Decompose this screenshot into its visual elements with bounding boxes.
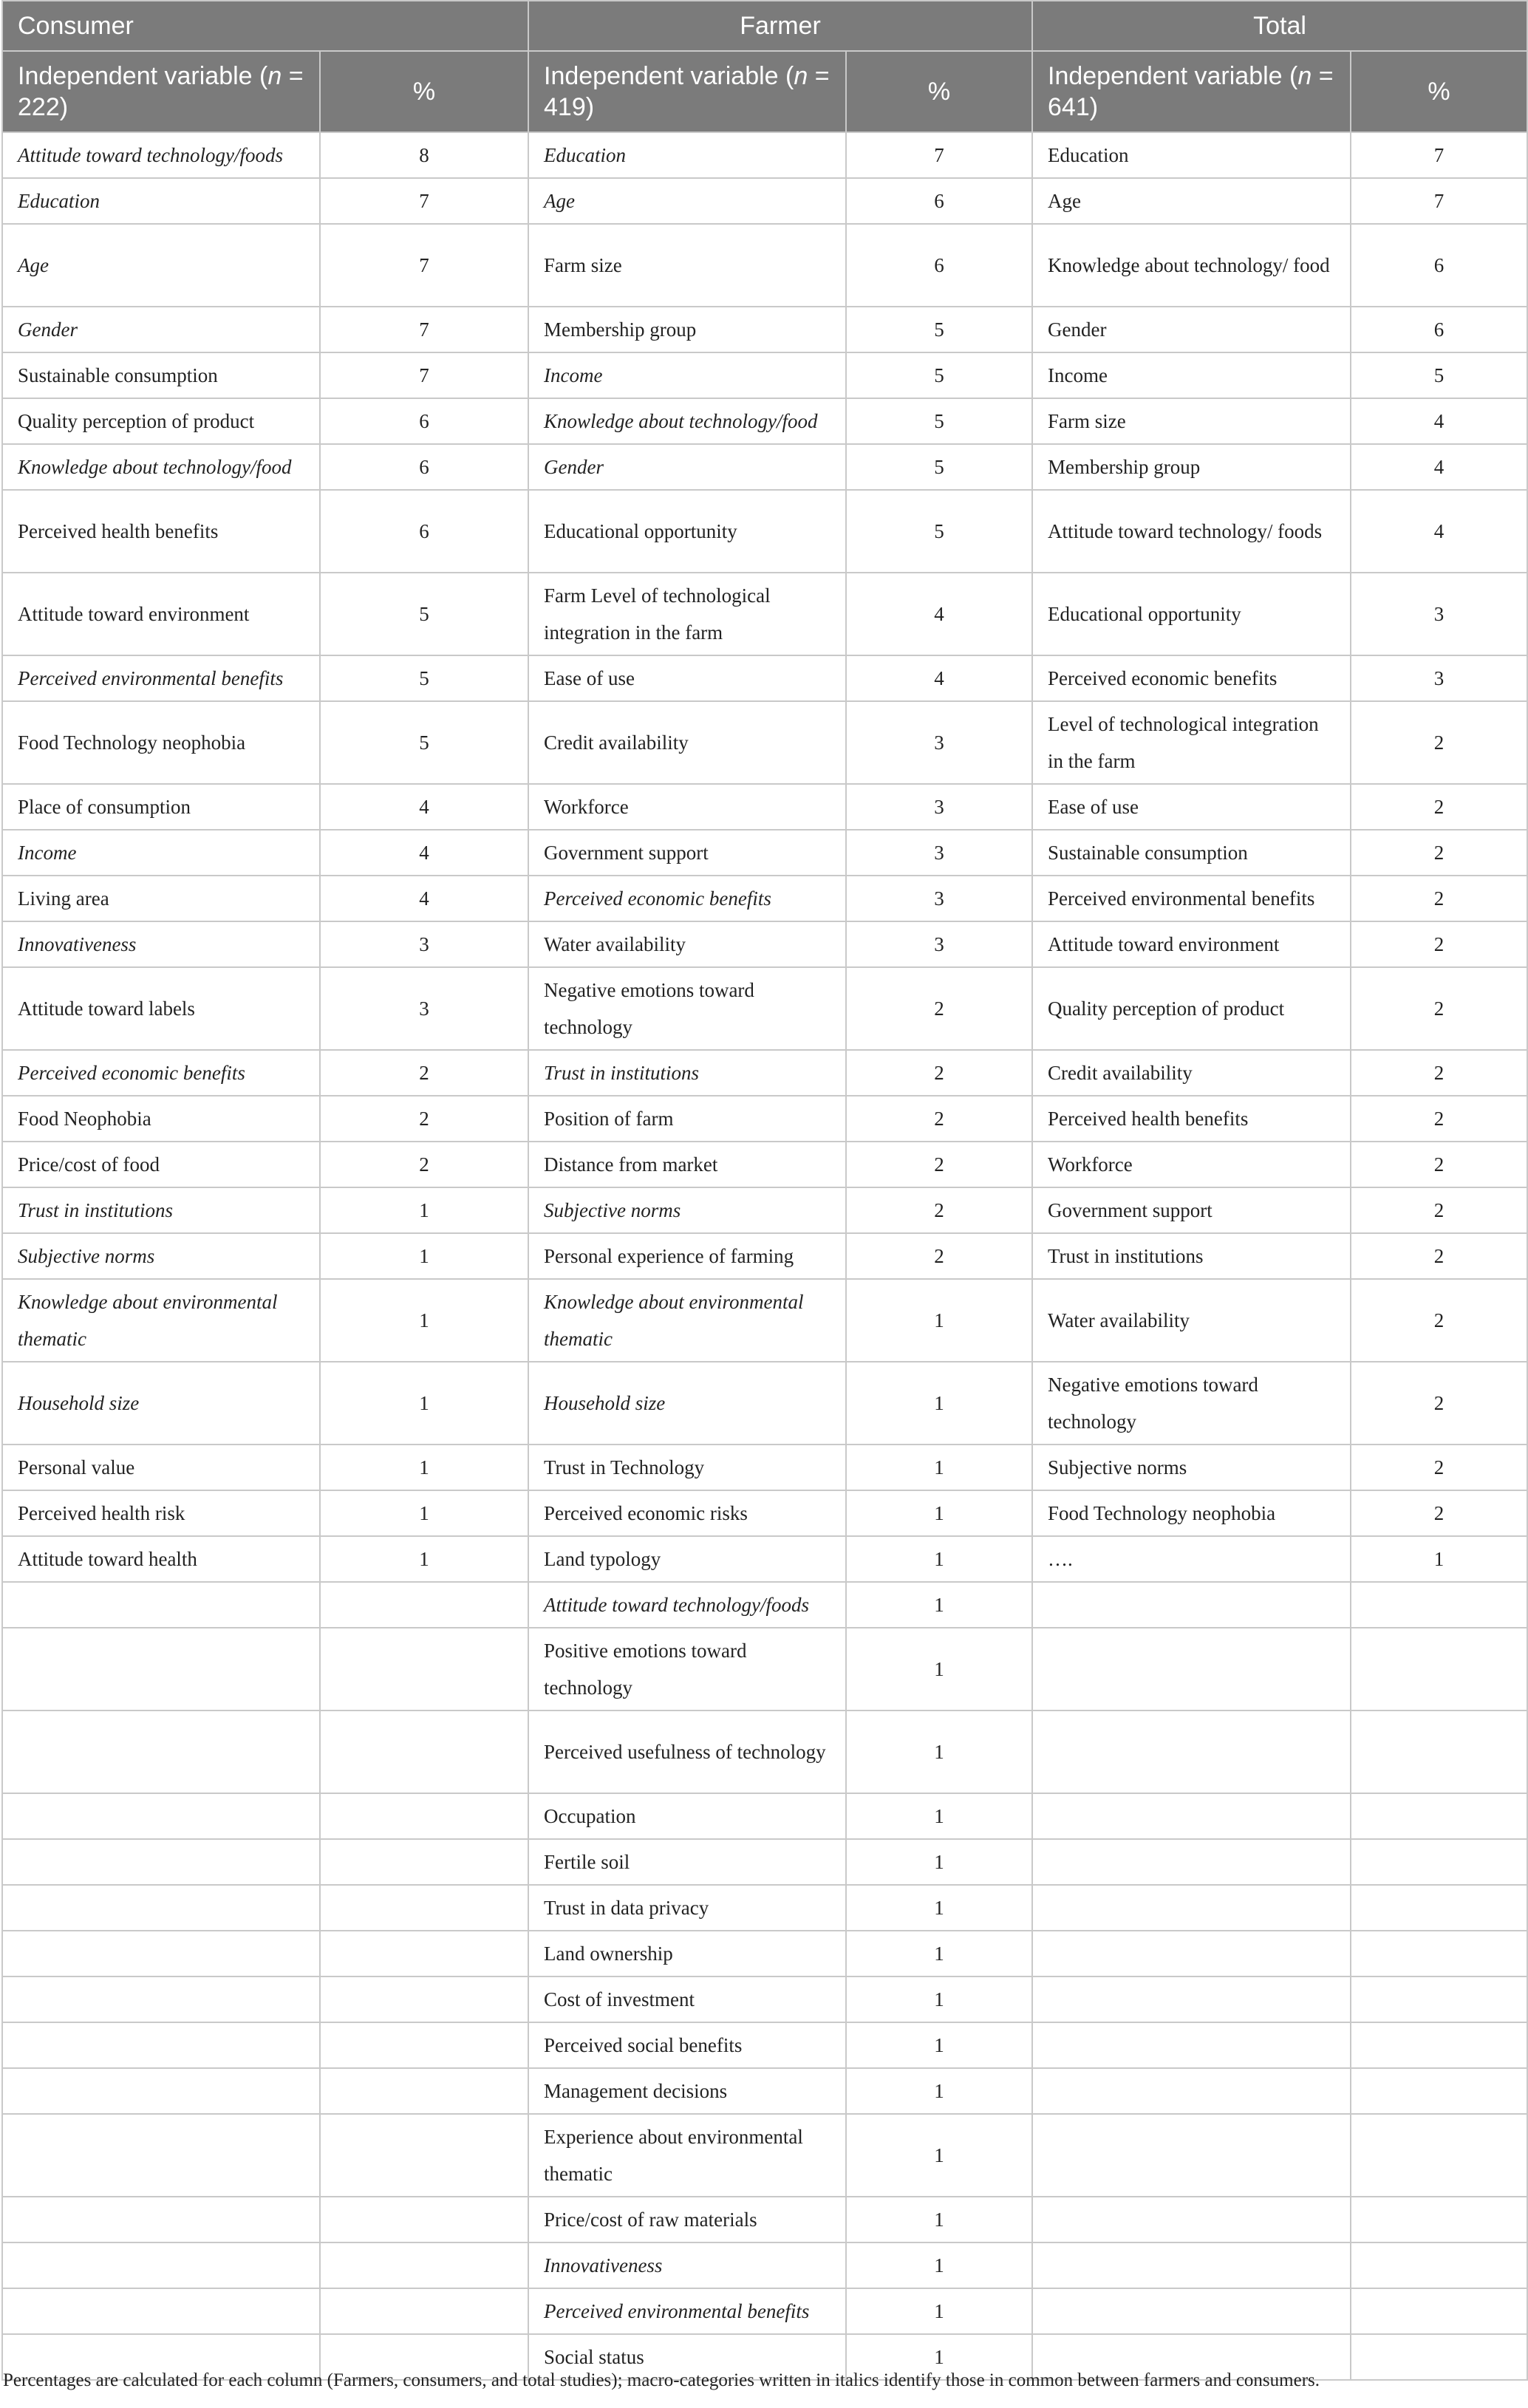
table-row: [2, 876, 1527, 921]
total-percent-cell: 2: [1351, 967, 1527, 1050]
variables-table: [1, 0, 1528, 2381]
table-row: [2, 701, 1527, 784]
farmer-percent-cell: 1: [846, 1628, 1032, 1711]
consumer-variable-cell: Innovativeness: [2, 921, 320, 967]
consumer-variable-cell: Subjective norms: [2, 1233, 320, 1279]
total-variable-cell: Government support: [1032, 1187, 1351, 1233]
total-percent-cell: 6: [1351, 307, 1527, 352]
total-percent-cell: [1351, 2242, 1527, 2288]
consumer-variable-cell: Knowledge about environmental thematic: [2, 1279, 320, 1362]
total-variable-cell: Water availability: [1032, 1279, 1351, 1362]
table-row: [2, 1279, 1527, 1362]
consumer-variable-cell: [2, 2022, 320, 2068]
consumer-percent-cell: 7: [320, 224, 528, 307]
farmer-percent-cell: 1: [846, 1931, 1032, 1976]
farmer-variable-cell: Perceived environmental benefits: [528, 2288, 846, 2334]
table-row: [2, 1050, 1527, 1096]
consumer-percent-cell: [320, 1793, 528, 1839]
subheader-consumer-variable: Independent variable (n = 222): [2, 51, 320, 132]
table-row: [2, 967, 1527, 1050]
table-row: [2, 1362, 1527, 1445]
total-percent-cell: [1351, 1628, 1527, 1711]
consumer-percent-cell: 2: [320, 1096, 528, 1142]
total-variable-cell: [1032, 2022, 1351, 2068]
total-variable-cell: [1032, 1793, 1351, 1839]
table-row: [2, 573, 1527, 655]
farmer-percent-cell: 4: [846, 573, 1032, 655]
consumer-variable-cell: Food Technology neophobia: [2, 701, 320, 784]
consumer-variable-cell: Food Neophobia: [2, 1096, 320, 1142]
total-percent-cell: [1351, 1839, 1527, 1885]
consumer-percent-cell: [320, 1711, 528, 1793]
total-percent-cell: 2: [1351, 830, 1527, 876]
table-row: [2, 1445, 1527, 1490]
consumer-percent-cell: 1: [320, 1279, 528, 1362]
consumer-percent-cell: 5: [320, 573, 528, 655]
farmer-variable-cell: Perceived economic benefits: [528, 876, 846, 921]
farmer-percent-cell: 5: [846, 307, 1032, 352]
total-variable-cell: Education: [1032, 132, 1351, 178]
table-row: [2, 1885, 1527, 1931]
total-variable-cell: Quality perception of product: [1032, 967, 1351, 1050]
consumer-percent-cell: 2: [320, 1050, 528, 1096]
farmer-percent-cell: 1: [846, 1536, 1032, 1582]
subheader-total-percent: %: [1351, 51, 1527, 132]
table-row: [2, 2197, 1527, 2242]
consumer-percent-cell: 1: [320, 1536, 528, 1582]
table-row: [2, 1490, 1527, 1536]
table-row: [2, 1976, 1527, 2022]
farmer-variable-cell: Experience about environmental thematic: [528, 2114, 846, 2197]
total-variable-cell: [1032, 2197, 1351, 2242]
consumer-percent-cell: [320, 1628, 528, 1711]
table-row: [2, 444, 1527, 490]
table-row: [2, 1931, 1527, 1976]
farmer-percent-cell: 1: [846, 2197, 1032, 2242]
farmer-variable-cell: Educational opportunity: [528, 490, 846, 573]
total-variable-cell: [1032, 2114, 1351, 2197]
farmer-variable-cell: Negative emotions toward technology: [528, 967, 846, 1050]
total-variable-cell: Perceived health benefits: [1032, 1096, 1351, 1142]
farmer-variable-cell: Occupation: [528, 1793, 846, 1839]
farmer-percent-cell: 1: [846, 1582, 1032, 1628]
farmer-percent-cell: 2: [846, 1050, 1032, 1096]
farmer-percent-cell: 3: [846, 876, 1032, 921]
farmer-percent-cell: 7: [846, 132, 1032, 178]
consumer-percent-cell: [320, 2288, 528, 2334]
total-percent-cell: [1351, 1885, 1527, 1931]
total-percent-cell: 2: [1351, 1142, 1527, 1187]
consumer-variable-cell: Perceived health risk: [2, 1490, 320, 1536]
consumer-percent-cell: 1: [320, 1445, 528, 1490]
farmer-variable-cell: Age: [528, 178, 846, 224]
consumer-variable-cell: Age: [2, 224, 320, 307]
farmer-percent-cell: 5: [846, 490, 1032, 573]
total-variable-cell: [1032, 2068, 1351, 2114]
farmer-variable-cell: Position of farm: [528, 1096, 846, 1142]
consumer-variable-cell: [2, 2068, 320, 2114]
consumer-percent-cell: 6: [320, 398, 528, 444]
farmer-variable-cell: Perceived usefulness of technology: [528, 1711, 846, 1793]
farmer-variable-cell: Workforce: [528, 784, 846, 830]
total-variable-cell: Age: [1032, 178, 1351, 224]
table-row: [2, 1793, 1527, 1839]
farmer-variable-cell: Credit availability: [528, 701, 846, 784]
consumer-percent-cell: 3: [320, 967, 528, 1050]
consumer-percent-cell: 6: [320, 490, 528, 573]
consumer-variable-cell: Perceived environmental benefits: [2, 655, 320, 701]
farmer-percent-cell: 1: [846, 2288, 1032, 2334]
farmer-variable-cell: Knowledge about environmental thematic: [528, 1279, 846, 1362]
farmer-variable-cell: Subjective norms: [528, 1187, 846, 1233]
table-header: [2, 1, 1527, 132]
table-row: [2, 2242, 1527, 2288]
farmer-percent-cell: 1: [846, 1279, 1032, 1362]
consumer-variable-cell: Knowledge about technology/food: [2, 444, 320, 490]
farmer-variable-cell: Household size: [528, 1362, 846, 1445]
total-variable-cell: Farm size: [1032, 398, 1351, 444]
farmer-variable-cell: Income: [528, 352, 846, 398]
farmer-variable-cell: Perceived social benefits: [528, 2022, 846, 2068]
total-percent-cell: [1351, 2022, 1527, 2068]
farmer-variable-cell: Membership group: [528, 307, 846, 352]
farmer-variable-cell: Innovativeness: [528, 2242, 846, 2288]
consumer-percent-cell: [320, 2242, 528, 2288]
consumer-percent-cell: 1: [320, 1490, 528, 1536]
total-percent-cell: 7: [1351, 132, 1527, 178]
consumer-variable-cell: [2, 1628, 320, 1711]
total-percent-cell: [1351, 1711, 1527, 1793]
consumer-variable-cell: [2, 1839, 320, 1885]
group-header-consumer: Consumer: [2, 1, 528, 51]
total-percent-cell: 2: [1351, 784, 1527, 830]
table-row: [2, 178, 1527, 224]
consumer-variable-cell: [2, 1793, 320, 1839]
farmer-percent-cell: 2: [846, 1187, 1032, 1233]
table-row: [2, 1096, 1527, 1142]
farmer-percent-cell: 1: [846, 1793, 1032, 1839]
total-variable-cell: [1032, 1885, 1351, 1931]
total-percent-cell: 2: [1351, 1445, 1527, 1490]
group-header-row: [2, 1, 1527, 51]
consumer-variable-cell: Attitude toward labels: [2, 967, 320, 1050]
farmer-percent-cell: 1: [846, 2242, 1032, 2288]
total-variable-cell: Trust in institutions: [1032, 1233, 1351, 1279]
total-percent-cell: [1351, 1793, 1527, 1839]
total-percent-cell: 2: [1351, 701, 1527, 784]
total-percent-cell: [1351, 1931, 1527, 1976]
farmer-percent-cell: 1: [846, 1711, 1032, 1793]
total-variable-cell: Ease of use: [1032, 784, 1351, 830]
table-row: [2, 307, 1527, 352]
consumer-variable-cell: Living area: [2, 876, 320, 921]
farmer-variable-cell: Education: [528, 132, 846, 178]
consumer-percent-cell: 4: [320, 830, 528, 876]
farmer-percent-cell: 1: [846, 1445, 1032, 1490]
total-variable-cell: Perceived environmental benefits: [1032, 876, 1351, 921]
subheader-farmer-percent: %: [846, 51, 1032, 132]
consumer-variable-cell: Sustainable consumption: [2, 352, 320, 398]
consumer-variable-cell: Quality perception of product: [2, 398, 320, 444]
farmer-variable-cell: Social status: [528, 2334, 846, 2380]
farmer-variable-cell: Trust in Technology: [528, 1445, 846, 1490]
sub-header-row: [2, 51, 1527, 132]
total-percent-cell: 2: [1351, 1233, 1527, 1279]
total-variable-cell: Income: [1032, 352, 1351, 398]
farmer-variable-cell: Farm Level of technological integration in the farm: [528, 573, 846, 655]
table-row: [2, 2068, 1527, 2114]
farmer-variable-cell: Land typology: [528, 1536, 846, 1582]
consumer-percent-cell: 3: [320, 921, 528, 967]
total-variable-cell: Educational opportunity: [1032, 573, 1351, 655]
total-variable-cell: [1032, 1839, 1351, 1885]
consumer-variable-cell: Place of consumption: [2, 784, 320, 830]
table-body: [2, 132, 1527, 2380]
farmer-percent-cell: 3: [846, 830, 1032, 876]
total-percent-cell: 2: [1351, 1362, 1527, 1445]
consumer-variable-cell: [2, 1885, 320, 1931]
farmer-variable-cell: Price/cost of raw materials: [528, 2197, 846, 2242]
consumer-variable-cell: [2, 2288, 320, 2334]
total-variable-cell: ….: [1032, 1536, 1351, 1582]
farmer-variable-cell: Fertile soil: [528, 1839, 846, 1885]
subheader-total-variable: Independent variable (n = 641): [1032, 51, 1351, 132]
total-variable-cell: Credit availability: [1032, 1050, 1351, 1096]
consumer-percent-cell: 7: [320, 307, 528, 352]
consumer-percent-cell: 7: [320, 352, 528, 398]
farmer-percent-cell: 1: [846, 1839, 1032, 1885]
total-percent-cell: 2: [1351, 921, 1527, 967]
total-percent-cell: 2: [1351, 1096, 1527, 1142]
table-row: [2, 398, 1527, 444]
consumer-percent-cell: 7: [320, 178, 528, 224]
farmer-variable-cell: Positive emotions toward technology: [528, 1628, 846, 1711]
total-percent-cell: 2: [1351, 1187, 1527, 1233]
total-variable-cell: Membership group: [1032, 444, 1351, 490]
table-row: [2, 1582, 1527, 1628]
consumer-variable-cell: Perceived economic benefits: [2, 1050, 320, 1096]
total-percent-cell: [1351, 2197, 1527, 2242]
farmer-percent-cell: 1: [846, 1976, 1032, 2022]
consumer-variable-cell: Perceived health benefits: [2, 490, 320, 573]
total-variable-cell: Perceived economic benefits: [1032, 655, 1351, 701]
total-percent-cell: 4: [1351, 490, 1527, 573]
total-variable-cell: [1032, 1976, 1351, 2022]
total-percent-cell: 6: [1351, 224, 1527, 307]
total-percent-cell: 4: [1351, 398, 1527, 444]
farmer-variable-cell: Land ownership: [528, 1931, 846, 1976]
consumer-variable-cell: Attitude toward environment: [2, 573, 320, 655]
farmer-percent-cell: 1: [846, 2022, 1032, 2068]
total-variable-cell: [1032, 1582, 1351, 1628]
farmer-percent-cell: 2: [846, 1096, 1032, 1142]
consumer-percent-cell: [320, 1976, 528, 2022]
total-variable-cell: Negative emotions toward technology: [1032, 1362, 1351, 1445]
consumer-variable-cell: [2, 2114, 320, 2197]
total-variable-cell: Workforce: [1032, 1142, 1351, 1187]
consumer-variable-cell: Trust in institutions: [2, 1187, 320, 1233]
farmer-variable-cell: Distance from market: [528, 1142, 846, 1187]
consumer-variable-cell: [2, 2242, 320, 2288]
farmer-percent-cell: 1: [846, 1362, 1032, 1445]
total-variable-cell: [1032, 1931, 1351, 1976]
consumer-variable-cell: [2, 1582, 320, 1628]
total-variable-cell: Sustainable consumption: [1032, 830, 1351, 876]
consumer-percent-cell: 2: [320, 1142, 528, 1187]
consumer-percent-cell: 5: [320, 701, 528, 784]
subheader-consumer-percent: %: [320, 51, 528, 132]
farmer-variable-cell: Cost of investment: [528, 1976, 846, 2022]
table-row: [2, 2114, 1527, 2197]
table-row: [2, 224, 1527, 307]
farmer-percent-cell: 3: [846, 921, 1032, 967]
farmer-percent-cell: 1: [846, 1490, 1032, 1536]
farmer-percent-cell: 4: [846, 655, 1032, 701]
table-footnote: Percentages are calculated for each column (Farmers, consumers, and total studies); macro-categories written in italics identify those in common between farmers and consumers.: [3, 2370, 1320, 2390]
table-row: [2, 784, 1527, 830]
consumer-percent-cell: 1: [320, 1362, 528, 1445]
farmer-percent-cell: 2: [846, 1142, 1032, 1187]
farmer-percent-cell: 5: [846, 444, 1032, 490]
total-percent-cell: [1351, 1582, 1527, 1628]
consumer-percent-cell: [320, 2114, 528, 2197]
total-variable-cell: Knowledge about technology/ food: [1032, 224, 1351, 307]
farmer-variable-cell: Personal experience of farming: [528, 1233, 846, 1279]
table-row: [2, 490, 1527, 573]
total-percent-cell: [1351, 1976, 1527, 2022]
farmer-variable-cell: Trust in data privacy: [528, 1885, 846, 1931]
table-row: [2, 1187, 1527, 1233]
table-row: [2, 921, 1527, 967]
consumer-percent-cell: [320, 1839, 528, 1885]
consumer-percent-cell: [320, 1885, 528, 1931]
farmer-percent-cell: 2: [846, 1233, 1032, 1279]
consumer-percent-cell: 1: [320, 1187, 528, 1233]
total-variable-cell: Subjective norms: [1032, 1445, 1351, 1490]
consumer-variable-cell: Attitude toward health: [2, 1536, 320, 1582]
total-variable-cell: Attitude toward technology/ foods: [1032, 490, 1351, 573]
farmer-percent-cell: 1: [846, 2114, 1032, 2197]
table-row: [2, 132, 1527, 178]
total-percent-cell: 2: [1351, 1050, 1527, 1096]
consumer-variable-cell: Personal value: [2, 1445, 320, 1490]
group-header-farmer: Farmer: [528, 1, 1032, 51]
consumer-percent-cell: 1: [320, 1233, 528, 1279]
table-row: [2, 1711, 1527, 1793]
total-variable-cell: [1032, 2288, 1351, 2334]
farmer-percent-cell: 5: [846, 398, 1032, 444]
consumer-variable-cell: Income: [2, 830, 320, 876]
consumer-variable-cell: Gender: [2, 307, 320, 352]
table-row: [2, 352, 1527, 398]
farmer-variable-cell: Ease of use: [528, 655, 846, 701]
consumer-percent-cell: [320, 2197, 528, 2242]
total-percent-cell: 2: [1351, 1490, 1527, 1536]
farmer-variable-cell: Water availability: [528, 921, 846, 967]
consumer-variable-cell: [2, 1976, 320, 2022]
total-percent-cell: 5: [1351, 352, 1527, 398]
total-variable-cell: [1032, 1711, 1351, 1793]
farmer-percent-cell: 6: [846, 178, 1032, 224]
total-percent-cell: [1351, 2068, 1527, 2114]
consumer-percent-cell: [320, 2068, 528, 2114]
table-row: [2, 1839, 1527, 1885]
farmer-percent-cell: 1: [846, 1885, 1032, 1931]
table-row: [2, 830, 1527, 876]
farmer-variable-cell: Knowledge about technology/food: [528, 398, 846, 444]
table-row: [2, 1536, 1527, 1582]
consumer-variable-cell: [2, 1711, 320, 1793]
total-variable-cell: Level of technological integration in the farm: [1032, 701, 1351, 784]
total-variable-cell: Attitude toward environment: [1032, 921, 1351, 967]
farmer-variable-cell: Management decisions: [528, 2068, 846, 2114]
farmer-percent-cell: 3: [846, 784, 1032, 830]
total-percent-cell: [1351, 2288, 1527, 2334]
farmer-variable-cell: Farm size: [528, 224, 846, 307]
farmer-variable-cell: Trust in institutions: [528, 1050, 846, 1096]
consumer-variable-cell: Household size: [2, 1362, 320, 1445]
total-percent-cell: [1351, 2114, 1527, 2197]
consumer-percent-cell: [320, 1582, 528, 1628]
consumer-percent-cell: 4: [320, 784, 528, 830]
consumer-variable-cell: [2, 2197, 320, 2242]
consumer-percent-cell: 4: [320, 876, 528, 921]
farmer-variable-cell: Attitude toward technology/foods: [528, 1582, 846, 1628]
consumer-variable-cell: Attitude toward technology/foods: [2, 132, 320, 178]
farmer-percent-cell: 2: [846, 967, 1032, 1050]
table-row: [2, 655, 1527, 701]
consumer-percent-cell: 6: [320, 444, 528, 490]
table-row: [2, 2288, 1527, 2334]
farmer-variable-cell: Gender: [528, 444, 846, 490]
farmer-variable-cell: Perceived economic risks: [528, 1490, 846, 1536]
total-percent-cell: 4: [1351, 444, 1527, 490]
total-variable-cell: Food Technology neophobia: [1032, 1490, 1351, 1536]
table-row: [2, 2022, 1527, 2068]
farmer-percent-cell: 6: [846, 224, 1032, 307]
consumer-percent-cell: [320, 2022, 528, 2068]
total-percent-cell: 3: [1351, 655, 1527, 701]
total-percent-cell: 2: [1351, 876, 1527, 921]
table-row: [2, 1628, 1527, 1711]
total-percent-cell: [1351, 2334, 1527, 2380]
total-percent-cell: 3: [1351, 573, 1527, 655]
total-percent-cell: 7: [1351, 178, 1527, 224]
total-variable-cell: [1032, 2242, 1351, 2288]
total-variable-cell: Gender: [1032, 307, 1351, 352]
table-row: [2, 1142, 1527, 1187]
subheader-farmer-variable: Independent variable (n = 419): [528, 51, 846, 132]
consumer-variable-cell: [2, 1931, 320, 1976]
consumer-percent-cell: 5: [320, 655, 528, 701]
total-percent-cell: 1: [1351, 1536, 1527, 1582]
farmer-percent-cell: 3: [846, 701, 1032, 784]
consumer-percent-cell: 8: [320, 132, 528, 178]
farmer-percent-cell: 1: [846, 2068, 1032, 2114]
farmer-variable-cell: Government support: [528, 830, 846, 876]
consumer-variable-cell: Education: [2, 178, 320, 224]
farmer-percent-cell: 1: [846, 2334, 1032, 2380]
total-percent-cell: 2: [1351, 1279, 1527, 1362]
farmer-percent-cell: 5: [846, 352, 1032, 398]
group-header-total: Total: [1032, 1, 1527, 51]
table-row: [2, 1233, 1527, 1279]
total-variable-cell: [1032, 1628, 1351, 1711]
consumer-percent-cell: [320, 1931, 528, 1976]
consumer-variable-cell: Price/cost of food: [2, 1142, 320, 1187]
